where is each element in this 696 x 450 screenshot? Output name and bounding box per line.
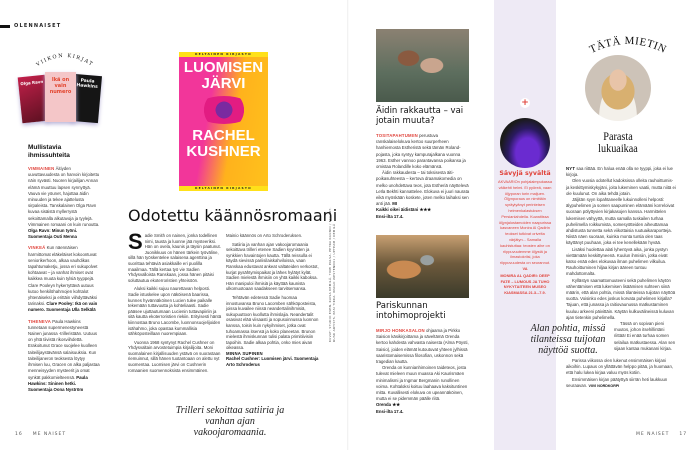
review-text-2 xyxy=(376,328,471,415)
review-credit: Orenda ★★ xyxy=(376,402,400,408)
book-cover-clare-pooley xyxy=(45,72,76,122)
column-title xyxy=(586,130,651,154)
plus-icon: + xyxy=(521,98,529,108)
drop-cap: S xyxy=(128,229,143,254)
sidebar-text xyxy=(498,179,552,296)
event-info: MONIRA AL QADIRI: DEEP FATE – LUMOUS JA TUHO NYKYTAITEEN MUSEO KIASMASSA 21.3.–7.9. xyxy=(500,272,550,296)
lead-word: MIRJO HONKASALON xyxy=(376,328,425,333)
page-number: 17 xyxy=(679,432,688,437)
lead-word: VINKEÄ xyxy=(28,245,46,251)
book-credit: Clare Pooley: Ikä on vain numero. Suomentaja Ulla Selkälä xyxy=(28,301,98,313)
weekly-books-title: Mullistavia ihmissuhteita xyxy=(28,144,70,159)
paragraph: saa riittää. En halua enää olla se tyyppi, joka ei lue kirjoja. xyxy=(566,166,673,178)
section-bar xyxy=(0,25,10,28)
paragraph: Aluksi kaikki sujuu naurettavan helposti. Sadie istuskelee upon näköisenä baarissa, kunnes hyvännäköinen Lucien tulee paikalle tekemään tuttavuutta ja kohteliaasti. Sadie pääsee ujuttautumaan Lucienin tuttavapiiriin ja sitä kautta ekoterroristien riekiin. Erityisesti häntä kiinnostaa Bruno Lacombe, luonnonsuojelijoiden isähahmo, joka opastaa kummallisia sähköposteillaan nuorempiaan. xyxy=(128,286,222,337)
cover-title: Ikä on vain numero xyxy=(49,77,72,95)
paragraph: Jäljitän syyn lopahtaneelle lukuinnolleni helposti: älypuhelimen ja somen saapuminen elämääni korreloivat suoraan pölyttyvien kirjakasojen kanssa. Harmittelen lukemisen vähyyttä, mutta samalla tuskailen turhaa puhelimella roikkumista, somesyötteiden aiheuttamaa ahdistusta tunnetta sekä viikottaisia ruutuaikaraportteja. Niistä näen suoraan, kuinka monta tuntia olen taas käyttänyt puuhaan, joka ei tee kenellekään hyvää. xyxy=(566,197,675,246)
paragraph: Mainio käännös on Arto Schroderuksen. xyxy=(226,233,303,238)
paragraph: Vuonna 1968 syntynyt Rachel Cushner on Yhdysvaltain arvostetuimpia kirjailijoita. Moni suomalainen kirjallisuuden ystävä on suorastaan riemuinnut, sillä hänen tuotantoaan on alettu nyt suomentaa. Luomisen järvi on Cushnerin romaanien suomennoksista ensimmäinen. xyxy=(128,339,221,373)
column-pull-quote: Alan pohtia, missä tilanteissa tuijotan näyttöä suotta. xyxy=(530,323,606,357)
paragraph: Paula Hawkins tunnetaan supermenestyneestä Nainen junassa -trilleristään. Uutuus on yhtä tiivistä rikosviihdettä. Erakoitunut Grace suojelee kuolleen taiteilijaystävänsä salaisuuksia. Kun taiteilijaneron teoksesta löytyy ihmisen luu, Gracen on alka paljastaa menneisyyden mysteerit ja omat synkät pakkomielteensä. xyxy=(28,318,100,380)
feature-col-1 xyxy=(128,229,222,376)
section-label: OLENNAISET xyxy=(14,23,62,29)
review-title-2: Pariskunnan intohimoprojekti xyxy=(376,301,446,321)
book-cover-olga-ravn: Olga Ravn xyxy=(18,75,50,124)
page-number: 16 xyxy=(15,432,23,437)
cover-author: KUSHNER xyxy=(186,143,261,160)
paragraph: Parissa viikossa olen lukenut ensimmäisen kirjani aikoihin. Lupaus on yllättävän helppo pitää, ja huomaan, että halu lukea kirjaa valuu myös kotiin. xyxy=(566,358,674,376)
paragraph: Olen vuosia odotellut kadoksissa olleita rauhoittumis- ja keskittymiskykyjäni, joita lukeminen vaatii, mutta niitä ei ole kuulunut. On aika tehdä jotain. xyxy=(566,178,676,196)
paragraph: ohjaama ja Pirkko Saision käsikirjoittama ja säveltämä Orenda kertoo kahdesta vahvasta naisesta (Alma Pöysti, Saisio), joiden elämät kutoutuvat yhteen jylhissä saaristomaisemissa filosofian, uskonnon sekä tragedian kautta. xyxy=(376,328,469,365)
section-header xyxy=(0,23,61,29)
review-photo-1 xyxy=(376,29,469,102)
signature: MINNA SUPINEN xyxy=(226,350,263,356)
paragraph: Kyllästyn saamattomuuteeni sekä puhelimen käytön vähentämisen että lukemisen lisäämisen suhteen siinä määrin, että alan pohtia, missä tilanteissa tuijotan näyttöä suotta. Voisinko edes joskus korvata puhelimen kirjalla? Tajuan, että junassa ja raitiovaunussa matkustaminen kuuluu arkeeni päivittäin. Käytän kulkuvälineissä kuluvan ajan tietenkin puhelimella. xyxy=(566,277,676,320)
paragraph: Satiiria ja vanhan ajan vakoojaromaania sekoittava trilleri etenee Sadien kyynisten ja synkkien havaintojen kautta. Tällä reissulla ei käydä sievissä pariisilaiskahviloissa, vaan Ranskaa edustavat ankeat valtateiden verkostot, kurjat pysähtymispaikat ja lähes hylätyt kylät. Sadien mielestä ihmisiin on yhtä kaikki kaboksa. Hän manipuloi ihmisiä ja käyttää kaunista ulkomuotoaan saadakseen tarvitsemansa. xyxy=(226,241,319,292)
feature-col-2 xyxy=(226,233,320,368)
signature: VIIVI NORDKORPI xyxy=(588,383,620,388)
column-text xyxy=(530,166,676,389)
paragraph: AKVAARIOn pohjalaimpukassa välkehti helmi. Ei pyöreä, vaan öljyporan torin maljuen. Öljynporaus on nimittäin syräytyänyt perinteisen helmenkalastuksen Persianlahdella. Kuwaitissa öljynjalostamoiden naapurissa kasvaneen Monira Al Qadirin teokset tutkivat orivelta värjätyn... Samalla kauhistuttaa: teosten aihe on riippuvuutemme öljystä ja ilmastokriisi, joka riippuvuudesta on seurannut. xyxy=(498,179,552,266)
paragraph: Orenda on kunnianhimoinen taideteos, josta tulevat mieleen muun muassa Aki Kaurismäen minimalismi ja Ingmar Bergmanin runollinen voima. Kohtaloksi koituu laahaava kaksituntinen mitta. Kuvallisesti elokuva on upeannäköinen, mutta ei se pidemmän päälle riitä. xyxy=(376,365,468,402)
paragraph: Äitiyden uuvuttavuudesta on harvoin kirjoitettu näin syvästi. Nuoren kirjailijan Annan elämä muuttuu lapsen synnyttyä. Vauva vie yöunet, hajottaa äidin minuuden ja tekee ajattelusta sirpaleista. Tanskalainen Olga Ravn kuvaa sisäistä myllerrystä sekoittamalla alkutavoja ja tyylejä. Vimmainen romaani on kuin runoutta. xyxy=(28,166,100,227)
review-credit: Kaikki oikei äidistäni ★★★ xyxy=(376,207,432,213)
footer-left xyxy=(15,432,66,437)
cover-title: LUOMISEN xyxy=(183,59,264,76)
cover-series: KELTAINEN KIRJASTO xyxy=(179,186,268,191)
svg-text:TÄTÄ MIETIN: TÄTÄ MIETIN xyxy=(587,34,669,56)
lead-word: NYT xyxy=(566,166,576,171)
weekly-books-label xyxy=(30,46,100,68)
review-photo-2 xyxy=(376,235,469,298)
sidebar-artwork-photo xyxy=(500,118,550,168)
lead-word: TOSITAPAHTUMIIN xyxy=(376,133,418,138)
feature-title: Odotettu käännösromaani xyxy=(128,206,338,225)
book-credit: Olga Ravn: Minun työni. Suomentaja Outi Menna xyxy=(28,228,78,240)
column-title-line: Parasta xyxy=(603,129,633,143)
book-covers xyxy=(18,70,108,136)
column-label xyxy=(578,28,678,58)
magazine-name: ME NAISET xyxy=(32,432,67,437)
premiere-date: Ensi-ilta 17.4. xyxy=(376,408,404,414)
cover-eye-illustration xyxy=(194,96,254,124)
review-title-1: Äidin rakkautta – vai jotain muuta? xyxy=(376,106,464,126)
paragraph: Ensimmäisen kirjan päätyttyä siirrän heti laukkuun seuraavan. xyxy=(566,376,668,388)
page-gutter xyxy=(347,0,349,450)
photo-credits: KUVAT: STUDIO EVEN, KAISA KEMILÄ, TOMI PALSA, PETRA KAUNIO / ESCORT, RUSK ARTISTS, PASI TIKKA, IMAGO WESTEND61 / UPTEAM / KEMILÄ xyxy=(328,207,336,342)
book-credit: Rachel Cushner: Luomisen järvi. Suomentaja Arto Schroderus xyxy=(226,356,319,368)
column-title-line: lukuaikaa xyxy=(598,141,638,155)
lead-word: VIMMAINEN xyxy=(28,166,55,171)
book-credit: Paula Hawkins: Sininen hetki. Suomentaja Oona Nyström xyxy=(28,374,88,392)
lead-word: TIHENEVA xyxy=(28,318,52,324)
paragraph: Tässä on sopivan pieni muutos, johon itsehillintäni riittää! Ei enää turhaa somen selailua matkustaessa. Alan sen sijaan kantaa mukanani kirjaa. xyxy=(614,321,676,351)
svg-text:VIIKON KIRJAT: VIIKON KIRJAT xyxy=(35,52,95,68)
premiere-date: Ensi-ilta 17.4. xyxy=(376,213,404,219)
paragraph: adie Smith on nainen, jonka todellinen nimi, tausta ja luonne jää mysteeriksi. Hän on ovela, kaunis ja täysin paatunut. Juonikkuus on hänen tärkein työväline, sillä hän työskentelee salaisena agenttina ja suorittaa tehtäviä asiakkaille eri puolilla maailmaa. Tällä kertaa työ vie Sadien Yhdysvalloista Ranskaan, jossa hänen pitäisi soluttautua ekoterroristien yhteisöön. xyxy=(128,233,221,283)
paragraph: Äidin rakkaudesta – tai toksisesta äiti-poikasuhteesta – kertova draamakomedia on melko unohdettava teos, jota Estheriä näyttelevä Leïla Bekhti kannattelee. Elokuva ei juuri naurata eikä myöskään koskete, joten melko laihaksi sen anti jää. xyxy=(376,170,470,207)
weekly-books-text xyxy=(28,166,100,398)
cover-author: RACHEL xyxy=(192,127,255,144)
cover-title: JÄRVI xyxy=(201,75,246,92)
paragraph: Lisäksi huolettaa alati lyhentyvä aika, jonka pystyn viettämään keskittyneenä. Kuulun ihmisiin, jotka eivät katso enää edes elokuvaa ilman puhelimen vilkuilua. Rauhoittuminen hiljaa kirjan ääreen tuntuu mahdottomalta. xyxy=(566,246,668,277)
paragraph: Kun näennäisen harmittomat eläkeläiset kokoontuvat seniorikerhoon, alkaa vauhdikas tapahtumaketju, jossa eri sukupolvet kohtaavat – ja vanhat ihmiset ovat kaikkea muuta kuin tylsiä tyyppejä. Clare Pooleyn hykerryttävä uutuus kutoo henkilöhahmojen kohtalot yhtenäiseksi ja erittäin viihdyttäväksi tarinaksi. xyxy=(28,245,98,307)
author-portrait xyxy=(585,55,651,121)
signature: MI xyxy=(392,201,398,207)
signature: VA xyxy=(522,265,528,271)
cover-series: KELTAINEN KIRJASTO xyxy=(179,52,268,57)
paragraph: perustuva ranskalaiselokuva kertoo suurperheen hanhiemosta Estheristä sekä tämän Roland-pojasta, joka syntyy kampurajalkana vuonna 1963. Esther vannoo parantavansa poikansa ja omistaa Rolandille koko elämänsä. xyxy=(376,133,466,170)
footer-right xyxy=(636,432,687,437)
paragraph: Tehtävän edetessä Sadie huomaa innostuvansa Bruno Lacomben sähköposteista, joissa kuvailee niissä neandertalinihmisiä, sukupuuttoon kuollutta ihmislajia. Neandertalit osasivat elää viisaasti ja sopusoinnussa luonnon kanssa, toisin kuin nykyihmiset, jotka ovat tuhoamassa itsensä ja koko planeetan. Brunon mielestä ihmiskunnan tulisi palata primitiivisiin tapoihin. Sadie alkaa pohtia, onko mies aivan oikeassa. xyxy=(226,294,319,351)
feature-pull-quote: Trilleri sekoittaa satiiria ja vanhan ajan vakoojaromaania. xyxy=(175,405,285,438)
magazine-name: ME NAISET xyxy=(636,432,670,437)
sidebar-title: Sävyjä syvältä xyxy=(499,170,551,177)
book-cover-luomisen-jarvi xyxy=(179,52,268,191)
book-cover-paula-hawkins: Paula Hawkins xyxy=(70,74,102,123)
review-text-1 xyxy=(376,133,471,220)
